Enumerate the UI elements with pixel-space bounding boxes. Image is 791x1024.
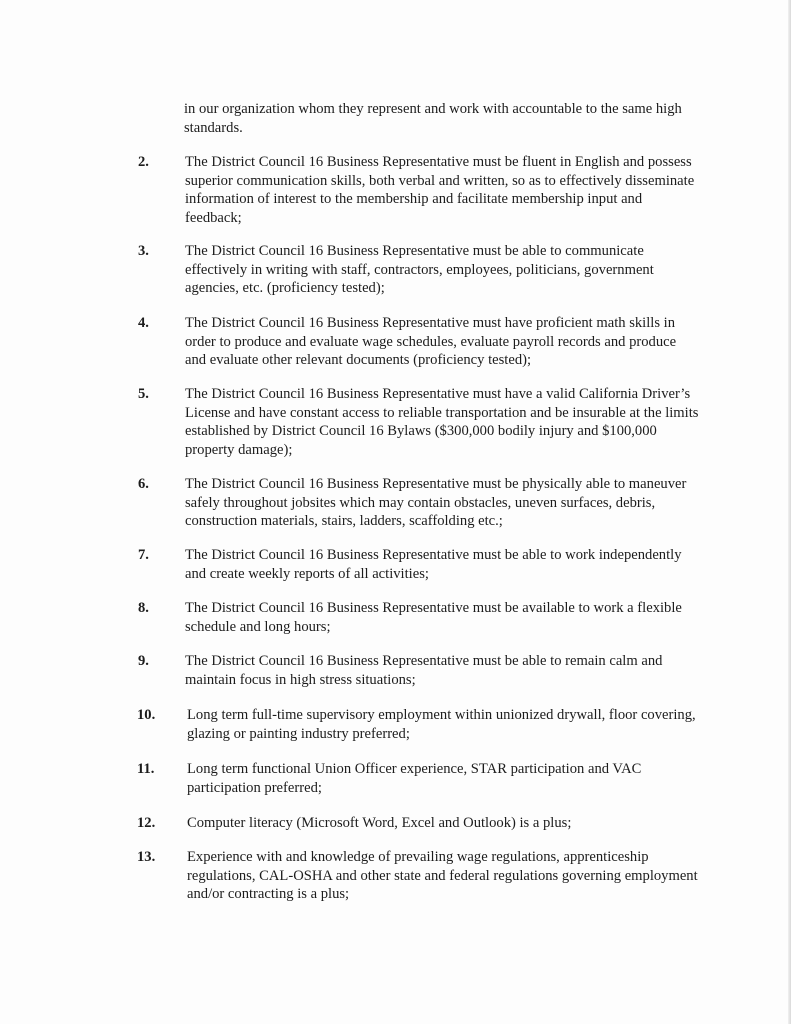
item-text: The District Council 16 Business Representative must have a valid California Driver’s License and have constant access to reliable transportation and be insurable at the limits established by District Council 16 Bylaws ($300,000 bodily injury and $100,000 property damage); [185, 386, 699, 458]
item-number: 7. [138, 547, 149, 563]
item-number: 10. [137, 707, 156, 723]
item-text: Computer literacy (Microsoft Word, Excel and Outlook) is a plus; [187, 815, 572, 831]
item-number: 3. [138, 243, 149, 259]
item-text: The District Council 16 Business Representative must have proficient math skills in order to produce and evaluate wage schedules, evaluate payroll records and produce and evaluate other relevant documents (proficiency tested); [185, 315, 677, 369]
item-text: The District Council 16 Business Representative must be fluent in English and possess superior communication skills, both verbal and written, so as to effectively disseminate information of interest to the membership and facilitate membership input and feedback; [185, 154, 695, 226]
item-number: 5. [138, 386, 149, 402]
item-number: 13. [137, 849, 156, 865]
item-text: The District Council 16 Business Representative must be physically able to maneuver safely throughout jobsites which may contain obstacles, uneven surfaces, debris, construction materials, stairs, ladders, scaffolding etc.; [185, 476, 687, 530]
item-text: Long term functional Union Officer experience, STAR participation and VAC participation preferred; [187, 761, 642, 796]
item-number: 4. [138, 315, 149, 331]
item-number: 9. [138, 653, 149, 669]
item-number: 6. [138, 476, 149, 492]
item-text: Experience with and knowledge of prevailing wage regulations, apprenticeship regulations, CAL-OSHA and other state and federal regulations governing employment and/or contracting is a plus; [187, 849, 698, 903]
item-number: 11. [137, 761, 155, 777]
item-text: The District Council 16 Business Representative must be available to work a flexible schedule and long hours; [185, 600, 682, 635]
item-number: 8. [138, 600, 149, 616]
item-text: The District Council 16 Business Representative must be able to work independently and create weekly reports of all activities; [185, 547, 682, 582]
item-text: Long term full-time supervisory employment within unionized drywall, floor covering, glazing or painting industry preferred; [187, 707, 696, 742]
item-number: 2. [138, 154, 149, 170]
item-number: 12. [137, 815, 156, 831]
item-text: The District Council 16 Business Representative must be able to communicate effectively in writing with staff, contractors, employees, politicians, government agencies, etc. (proficiency tested); [185, 243, 654, 297]
item-text: The District Council 16 Business Representative must be able to remain calm and maintain focus in high stress situations; [185, 653, 663, 688]
continuation-paragraph: in our organization whom they represent and work with accountable to the same high standards. [184, 101, 682, 136]
